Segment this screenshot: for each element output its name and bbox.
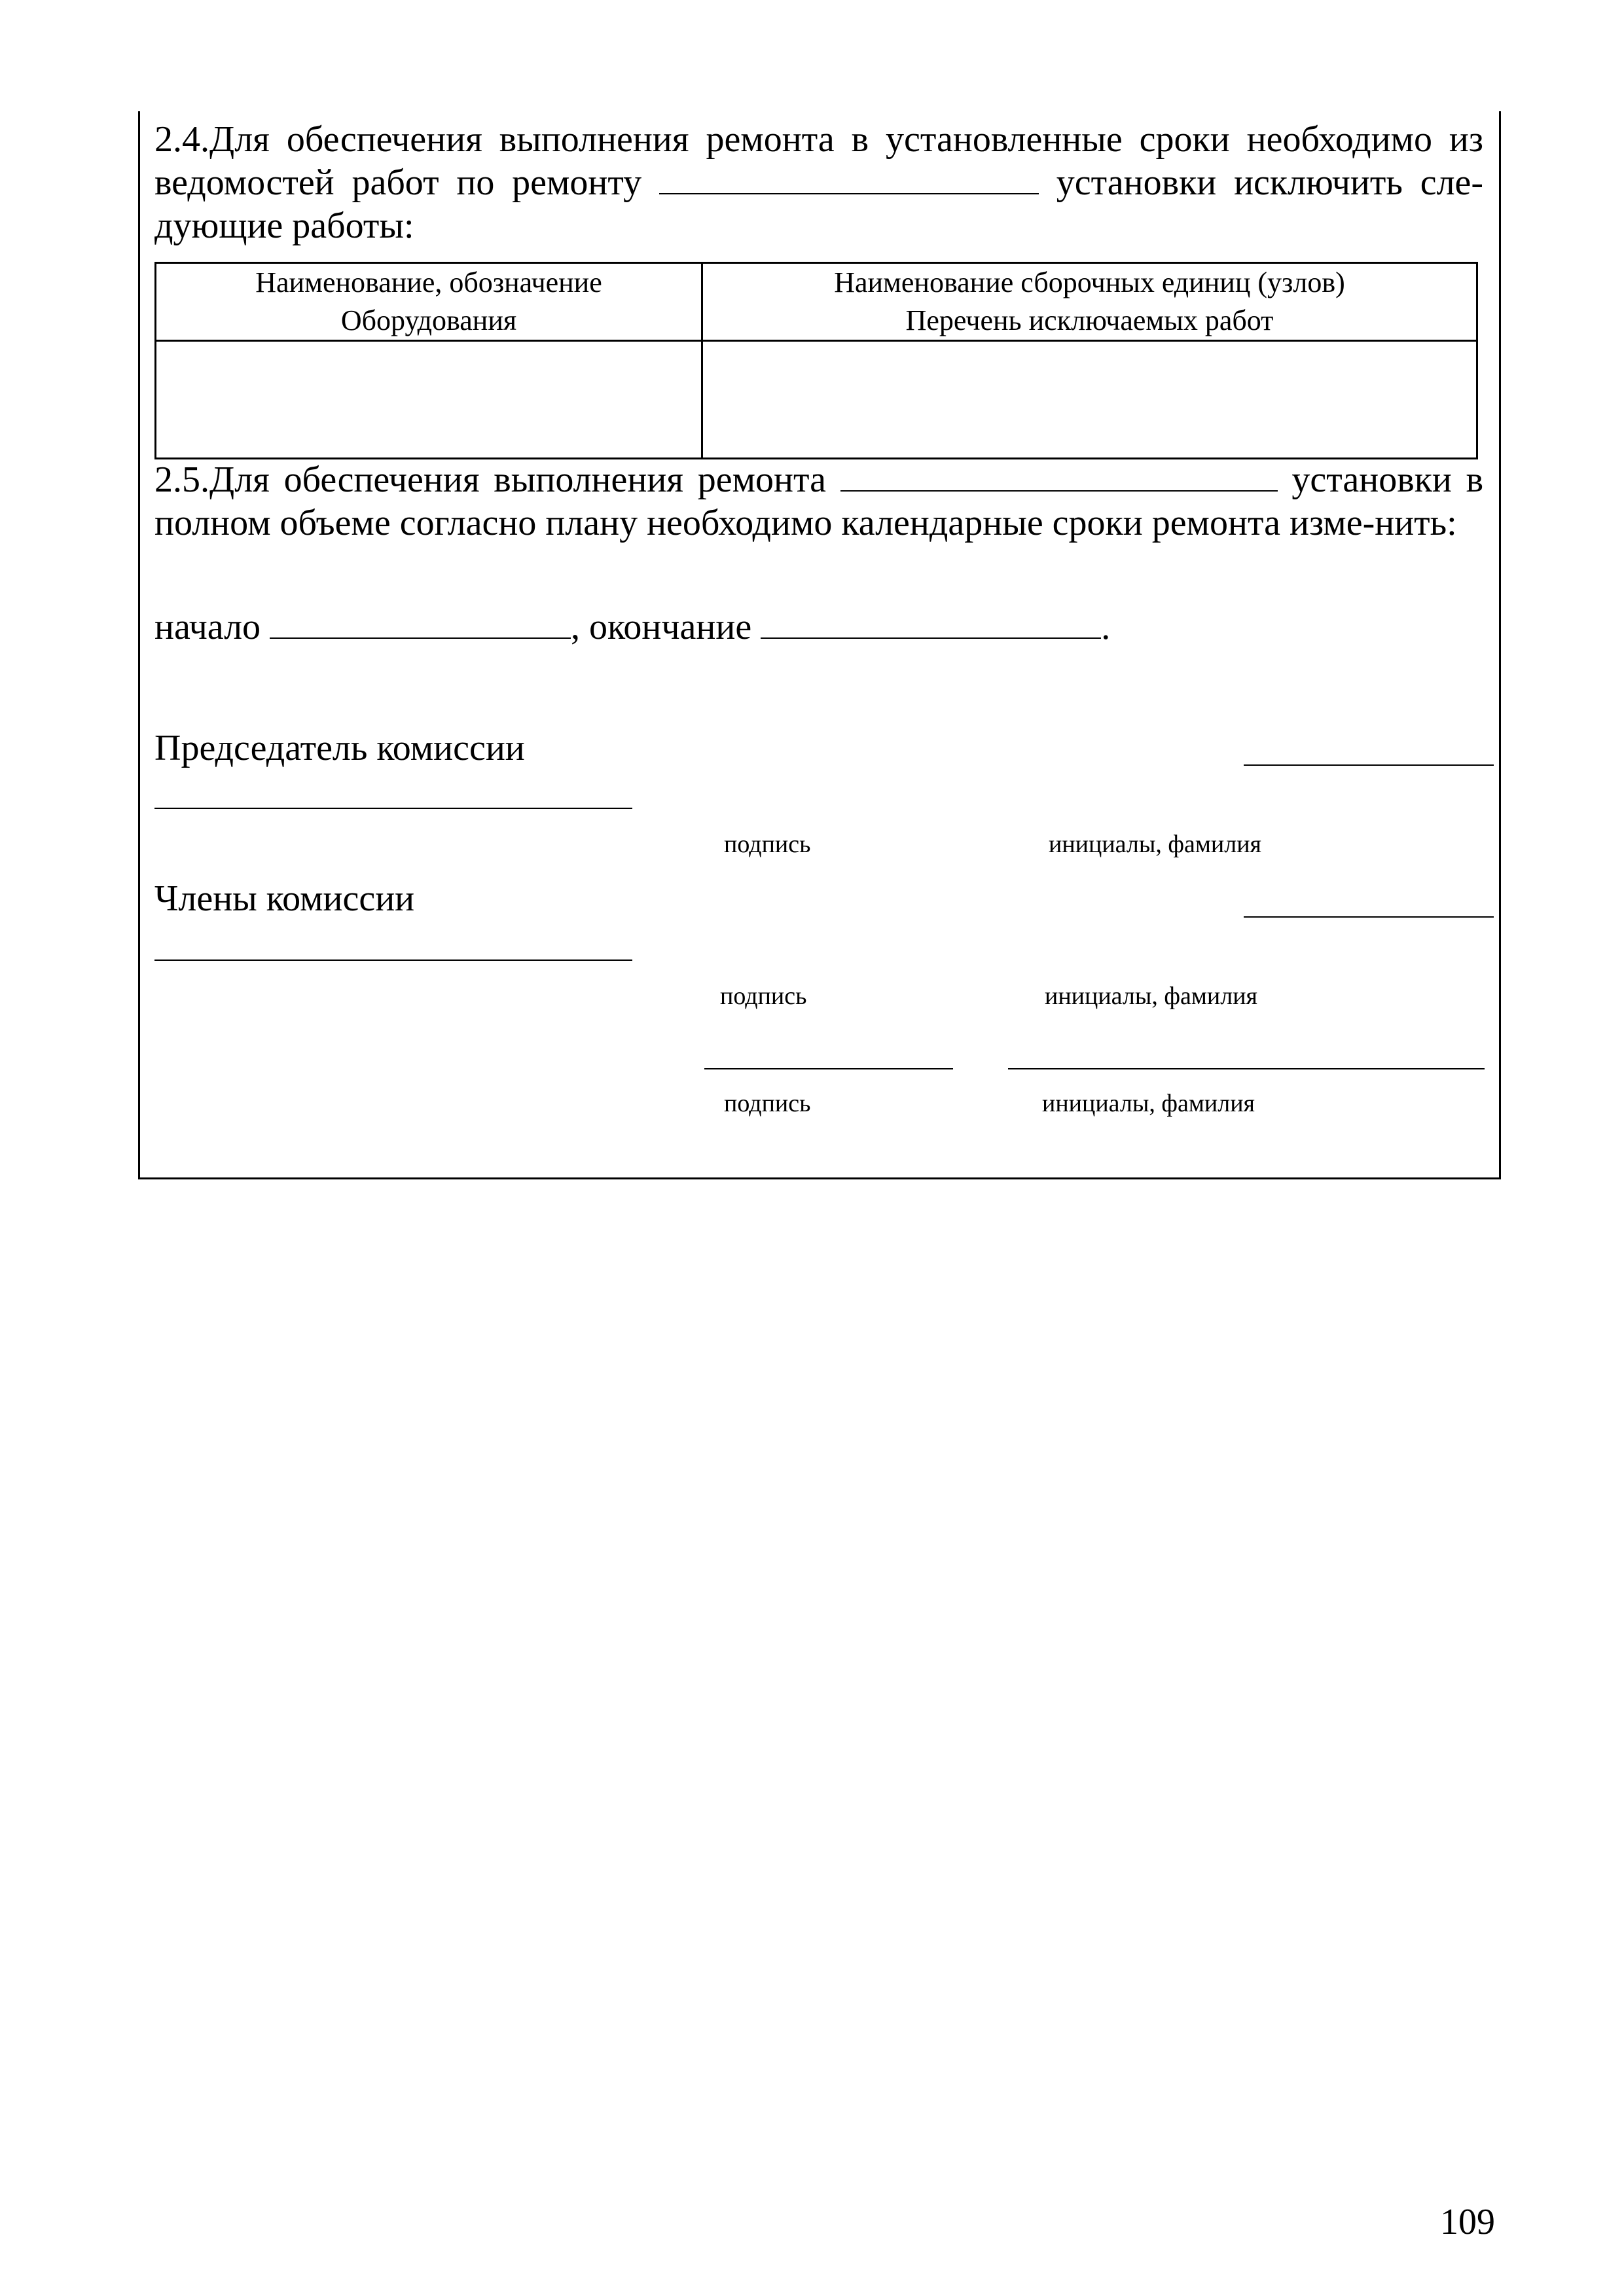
repair-object-blank-1[interactable] xyxy=(659,163,1039,194)
repair-object-blank-2[interactable] xyxy=(840,460,1278,492)
table-header-row xyxy=(156,263,1477,341)
section-2-4-text-part1: 2.4.Для обеспечения выполнения ремонта в установленные сроки необходимо из ведомостей работ по ремонту xyxy=(154,119,1483,203)
table-cell-units[interactable] xyxy=(702,341,1477,459)
section-2-4-paragraph xyxy=(154,118,1483,247)
chairman-name-caption: инициалы, фамилия xyxy=(1049,831,1262,858)
dates-line xyxy=(154,605,1110,649)
header-equipment-line1: Наименование, обозначение xyxy=(255,266,602,298)
member1-signature-line[interactable] xyxy=(1244,916,1494,918)
header-units-line2: Перечень исключаемых работ xyxy=(905,304,1274,336)
member2-signature-caption: подпись xyxy=(724,1090,811,1117)
end-date-field[interactable] xyxy=(761,607,1101,639)
header-units-line1: Наименование сборочных единиц (узлов) xyxy=(834,266,1345,298)
excluded-works-table xyxy=(154,262,1478,459)
chairman-name-line[interactable] xyxy=(154,808,632,809)
section-2-5-paragraph xyxy=(154,458,1483,545)
table-header-units xyxy=(702,263,1477,341)
start-date-field[interactable] xyxy=(270,607,571,639)
page-number: 109 xyxy=(1440,2202,1495,2242)
member1-name-line[interactable] xyxy=(154,960,632,961)
start-label: начало xyxy=(154,607,261,647)
section-2-5-text-part2: установки в полном объеме согласно плану необходимо календарные сроки ремонта изме-нить: xyxy=(154,459,1484,543)
section-2-5-text-part1: 2.5.Для обеспечения выполнения ремонта xyxy=(154,459,827,500)
table-row xyxy=(156,341,1477,459)
header-equipment-line2: Оборудования xyxy=(340,304,517,336)
section-2-4-text-part2: установки исключить сле-дующие работы: xyxy=(154,162,1484,246)
chairman-signature-line[interactable] xyxy=(1244,764,1494,766)
end-label: , окончание xyxy=(571,607,752,647)
member2-name-line[interactable] xyxy=(1008,1068,1485,1069)
chairman-signature-caption: подпись xyxy=(724,831,811,858)
members-label: Члены комиссии xyxy=(154,878,415,919)
end-punct: . xyxy=(1101,607,1111,647)
chairman-label: Председатель комиссии xyxy=(154,728,525,768)
member1-signature-caption: подпись xyxy=(720,982,807,1010)
member1-name-caption: инициалы, фамилия xyxy=(1045,982,1258,1010)
member2-name-caption: инициалы, фамилия xyxy=(1042,1090,1255,1117)
table-header-equipment xyxy=(156,263,702,341)
member2-signature-line[interactable] xyxy=(704,1068,953,1069)
table-cell-equipment[interactable] xyxy=(156,341,702,459)
